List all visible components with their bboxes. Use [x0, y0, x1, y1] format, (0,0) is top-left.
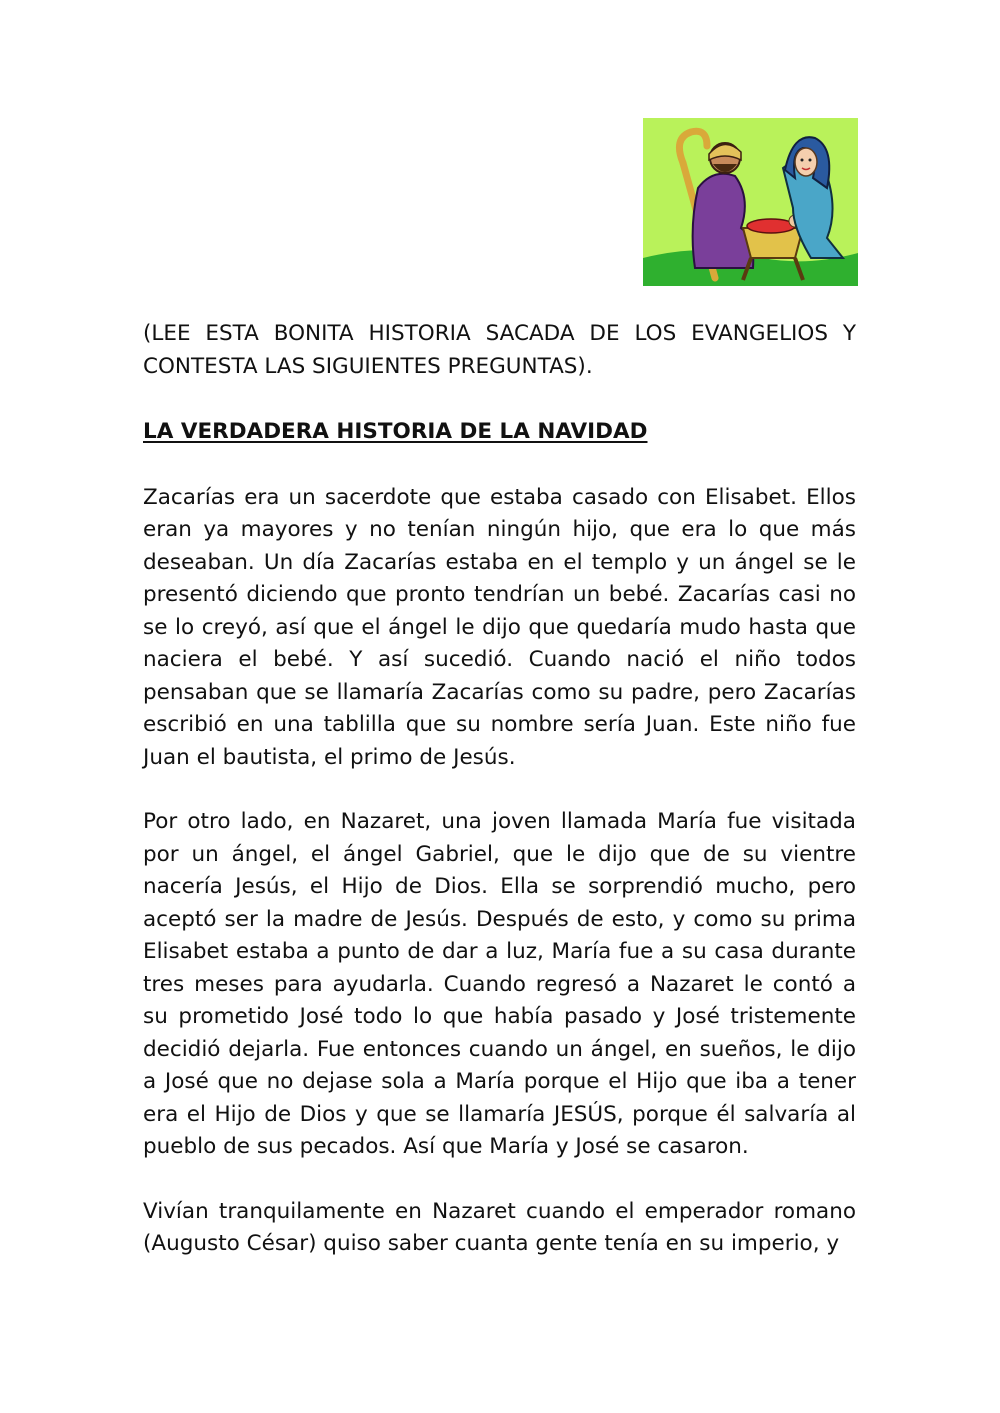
- nativity-scene-icon: [643, 118, 858, 286]
- story-title: LA VERDADERA HISTORIA DE LA NAVIDAD: [143, 419, 648, 444]
- document-body: [143, 318, 856, 1293]
- instructions-text: (LEE ESTA BONITA HISTORIA SACADA DE LOS EVANGELIOS Y CONTESTA LAS SIGUIENTES PREGUNTAS).: [143, 321, 856, 379]
- story-paragraph-1: Zacarías era un sacerdote que estaba casado con Elisabet. Ellos eran ya mayores y no tenían ningún hijo, que era lo que más deseaban. Un día Zacarías estaba en el templo y un ángel se le presentó diciendo que pronto tendrían un bebé. Zacarías casi no se lo creyó, así que el ángel le dijo que quedaría mudo hasta que naciera el bebé. Y así sucedió. Cuando nació el niño todos pensaban que se llamaría Zacarías como su padre, pero Zacarías escribió en una tablilla que su nombre sería Juan. Este niño fue Juan el bautista, el primo de Jesús.: [143, 484, 856, 770]
- nativity-illustration: [643, 118, 858, 286]
- story-paragraph-2: Por otro lado, en Nazaret, una joven llamada María fue visitada por un ángel, el ángel Gabriel, que le dijo que de su vientre nacería Jesús, el Hijo de Dios. Ella se sorprendió mucho, pero aceptó ser la madre de Jesús. Después de esto, y como su prima Elisabet estaba a punto de dar a luz, María fue a su casa durante tres meses para ayudarla. Cuando regresó a Nazaret le contó a su prometido José todo lo que había pasado y José tristemente decidió dejarla. Fue entonces cuando un ángel, en sueños, le dijo a José que no dejase sola a María porque el Hijo que iba a tener era el Hijo de Dios y que se llamaría JESÚS, porque él salvaría al pueblo de sus pecados. Así que María y José se casaron.: [143, 809, 856, 1159]
- story-paragraph-3: Vivían tranquilamente en Nazaret cuando el emperador romano (Augusto César) quiso saber cuanta gente tenía en su imperio, y: [143, 1198, 856, 1256]
